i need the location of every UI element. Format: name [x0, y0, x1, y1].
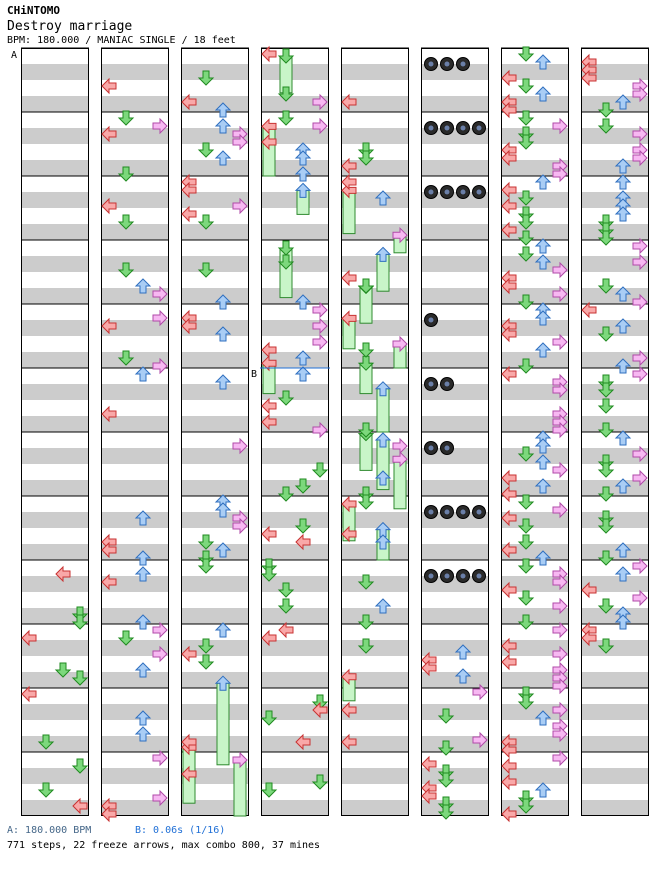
- beat-shade: [101, 160, 169, 176]
- mine-core: [445, 126, 450, 131]
- beat-shade: [501, 608, 569, 624]
- beat-shade: [581, 608, 649, 624]
- beat-shade: [21, 224, 89, 240]
- beat-shade: [101, 384, 169, 400]
- beat-shade: [341, 576, 409, 592]
- beat-shade: [341, 608, 409, 624]
- beat-shade: [101, 448, 169, 464]
- beat-shade: [261, 480, 329, 496]
- mine-core: [477, 510, 482, 515]
- beat-shade: [581, 704, 649, 720]
- beat-shade: [581, 224, 649, 240]
- beat-shade: [181, 64, 249, 80]
- beat-shade: [581, 192, 649, 208]
- mine-core: [429, 510, 434, 515]
- beat-shade: [581, 640, 649, 656]
- chart-stats: 771 steps, 22 freeze arrows, max combo 800, 37 mines: [7, 840, 321, 851]
- beat-shade: [21, 352, 89, 368]
- beat-shade: [101, 768, 169, 784]
- mine-core: [429, 126, 434, 131]
- song-title: Destroy marriage: [7, 19, 133, 34]
- mine-core: [477, 574, 482, 579]
- beat-shade: [421, 672, 489, 688]
- beat-shade: [421, 160, 489, 176]
- beat-shade: [181, 672, 249, 688]
- chart-column: [581, 48, 649, 816]
- beat-shade: [181, 256, 249, 272]
- beat-shade: [341, 288, 409, 304]
- beat-shade: [181, 288, 249, 304]
- beat-shade: [341, 800, 409, 816]
- beat-shade: [101, 256, 169, 272]
- mine-core: [429, 190, 434, 195]
- beat-shade: [181, 352, 249, 368]
- chart-column: [341, 48, 409, 816]
- beat-shade: [261, 448, 329, 464]
- beat-shade: [581, 672, 649, 688]
- beat-shade: [261, 736, 329, 752]
- beat-shade: [21, 736, 89, 752]
- beat-shade: [21, 640, 89, 656]
- beat-shade: [181, 384, 249, 400]
- beat-shade: [581, 384, 649, 400]
- beat-shade: [341, 640, 409, 656]
- beat-shade: [581, 544, 649, 560]
- beat-shade: [181, 704, 249, 720]
- mine-core: [445, 446, 450, 451]
- beat-shade: [101, 480, 169, 496]
- beat-shade: [421, 608, 489, 624]
- beat-shade: [101, 736, 169, 752]
- mine-core: [429, 318, 434, 323]
- beat-shade: [261, 192, 329, 208]
- beat-shade: [21, 384, 89, 400]
- beat-shade: [21, 704, 89, 720]
- beat-shade: [21, 320, 89, 336]
- freeze-arrow-body: [217, 683, 229, 765]
- chart-column: [181, 48, 249, 816]
- bpm-marker-b-legend: B: 0.06s (1/16): [135, 825, 226, 836]
- beat-shade: [101, 704, 169, 720]
- mine-core: [461, 62, 466, 67]
- beat-shade: [421, 352, 489, 368]
- beat-shade: [421, 256, 489, 272]
- beat-shade: [21, 416, 89, 432]
- beat-shade: [261, 64, 329, 80]
- beat-shade: [181, 160, 249, 176]
- beat-shade: [421, 640, 489, 656]
- beat-shade: [261, 224, 329, 240]
- beat-shade: [181, 416, 249, 432]
- mine-core: [429, 62, 434, 67]
- beat-shade: [101, 64, 169, 80]
- beat-shade: [181, 576, 249, 592]
- mine-core: [429, 574, 434, 579]
- beat-shade: [261, 800, 329, 816]
- bpm-marker-b: B: [251, 369, 258, 380]
- beat-shade: [21, 128, 89, 144]
- beat-shade: [21, 288, 89, 304]
- beat-shade: [21, 512, 89, 528]
- beat-shade: [261, 288, 329, 304]
- beat-shade: [21, 448, 89, 464]
- mine-core: [477, 126, 482, 131]
- chart-column: [421, 48, 489, 819]
- beat-shade: [581, 416, 649, 432]
- beat-shade: [261, 544, 329, 560]
- chart-column: [101, 48, 169, 821]
- chart-column: [21, 48, 89, 816]
- beat-shade: [421, 704, 489, 720]
- mine-core: [429, 382, 434, 387]
- beat-shade: [501, 128, 569, 144]
- beat-shade: [581, 96, 649, 112]
- beat-shade: [341, 64, 409, 80]
- bpm-marker-a-legend: A: 180.000 BPM: [7, 825, 92, 836]
- beat-shade: [341, 544, 409, 560]
- beat-shade: [501, 352, 569, 368]
- beat-shade: [501, 448, 569, 464]
- beat-shade: [181, 544, 249, 560]
- beat-shade: [261, 640, 329, 656]
- mine-core: [445, 510, 450, 515]
- beat-shade: [21, 192, 89, 208]
- beat-shade: [101, 416, 169, 432]
- beat-shade: [421, 480, 489, 496]
- mine-core: [461, 190, 466, 195]
- beat-shade: [21, 480, 89, 496]
- beat-shade: [341, 768, 409, 784]
- freeze-arrow-body: [234, 760, 246, 816]
- mine-core: [461, 510, 466, 515]
- beat-shade: [101, 96, 169, 112]
- beat-shade: [21, 256, 89, 272]
- beat-shade: [421, 96, 489, 112]
- beat-shade: [421, 416, 489, 432]
- beat-shade: [21, 544, 89, 560]
- mine-core: [429, 446, 434, 451]
- mine-core: [445, 574, 450, 579]
- mine-core: [477, 190, 482, 195]
- mine-core: [461, 574, 466, 579]
- mine-core: [445, 62, 450, 67]
- beat-shade: [21, 64, 89, 80]
- beat-shade: [181, 224, 249, 240]
- chart-meta: BPM: 180.000 / MANIAC SINGLE / 18 feet: [7, 35, 236, 46]
- beat-shade: [581, 160, 649, 176]
- chart-column: [501, 47, 569, 821]
- beat-shade: [21, 160, 89, 176]
- beat-shade: [341, 384, 409, 400]
- beat-shade: [101, 672, 169, 688]
- beat-shade: [261, 256, 329, 272]
- beat-shade: [421, 544, 489, 560]
- beat-shade: [581, 800, 649, 816]
- beat-shade: [101, 608, 169, 624]
- beat-shade: [421, 768, 489, 784]
- beat-shade: [421, 288, 489, 304]
- beat-shade: [101, 224, 169, 240]
- beat-shade: [581, 512, 649, 528]
- chart-column: [261, 47, 329, 816]
- beat-shade: [181, 448, 249, 464]
- beat-shade: [21, 96, 89, 112]
- beat-shade: [581, 768, 649, 784]
- beat-shade: [581, 736, 649, 752]
- beat-shade: [341, 256, 409, 272]
- bpm-marker-a: A: [11, 50, 18, 61]
- beat-shade: [261, 672, 329, 688]
- beat-shade: [341, 416, 409, 432]
- beat-shade: [261, 608, 329, 624]
- beat-shade: [181, 608, 249, 624]
- beat-shade: [421, 800, 489, 816]
- beat-shade: [581, 480, 649, 496]
- artist-name: CHiNTOMO: [7, 4, 60, 17]
- beat-shade: [101, 512, 169, 528]
- mine-core: [461, 126, 466, 131]
- beat-shade: [581, 320, 649, 336]
- mine-core: [445, 382, 450, 387]
- beat-shade: [421, 224, 489, 240]
- beat-shade: [181, 480, 249, 496]
- mine-core: [445, 190, 450, 195]
- beat-shade: [341, 128, 409, 144]
- beat-shade: [21, 576, 89, 592]
